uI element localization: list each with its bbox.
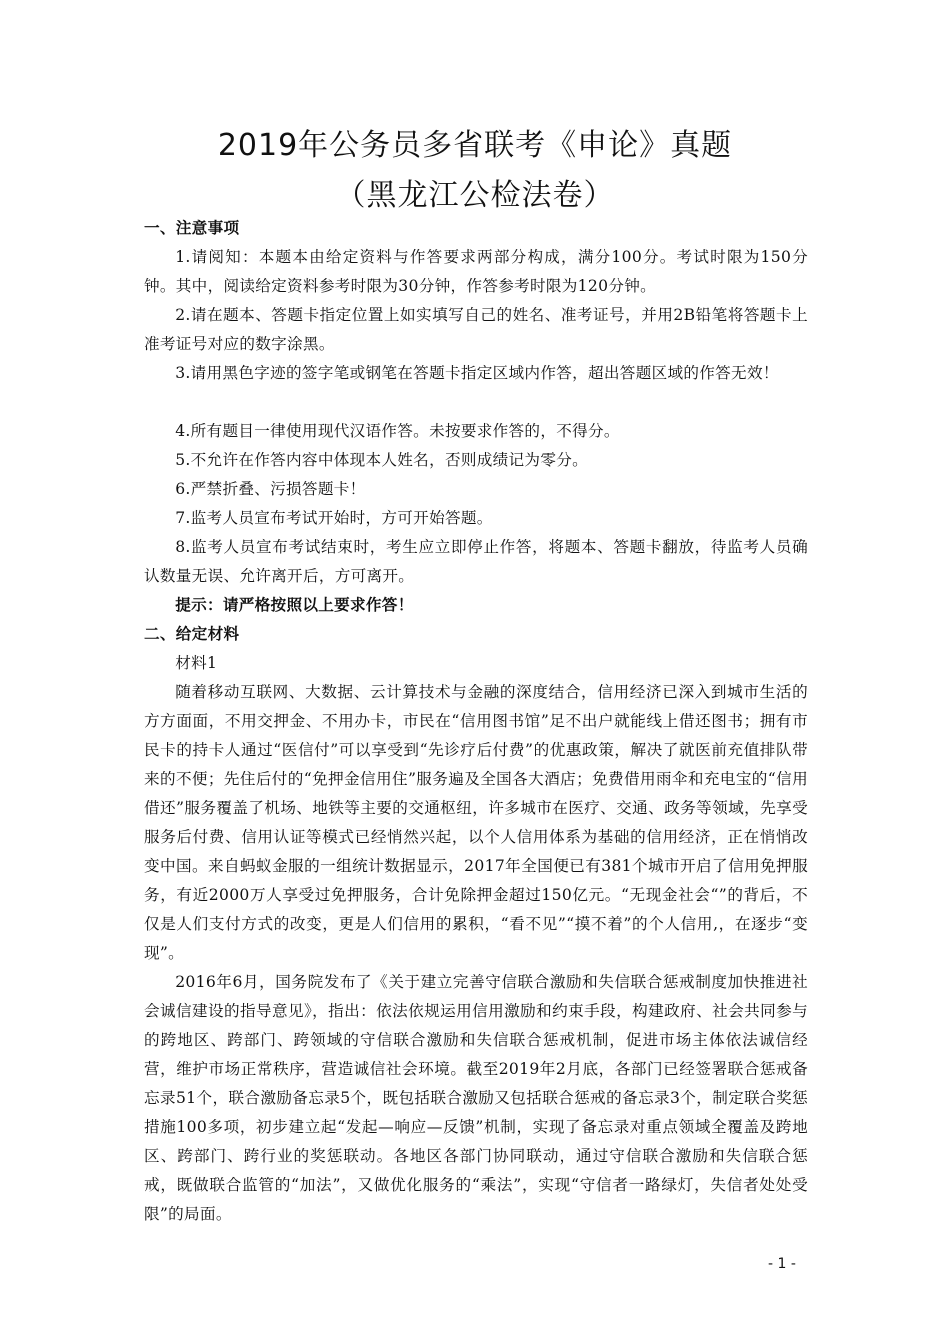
material-paragraph: 随着移动互联网、大数据、云计算技术与金融的深度结合，信用经济已深入到城市生活的方方面面，不用交押金、不用办卡，市民在“信用图书馆”足不出户就能线上借还图书；拥有市民卡的持卡人通过“医信付”可以享受到“先诊疗后付费”的优惠政策，解决了就医前充值排队带来的不便；先住后付的“免押金信用住”服务遍及全国各大酒店；免费借用雨伞和充电宝的“信用借还”服务覆盖了机场、地铁等主要的交通枢纽，许多城市在医疗、交通、政务等领域，先享受服务后付费、信用认证等模式已经悄然兴起，以个人信用体系为基础的信用经济，正在悄悄改变中国。来自蚂蚁金服的一组统计数据显示，2017年全国便已有381个城市开启了信用免押服务，有近2000万人享受过免押服务，合计免除押金超过150亿元。“无现金社会“”的背后，不仅是人们支付方式的改变，更是人们信用的累积，“看不见”“摸不着”的个人信用,，在逐步“变现”。 <box>144 683 808 962</box>
tip-text: 提示：请严格按照以上要求作答！ <box>175 596 414 614</box>
note-item: 6.严禁折叠、污损答题卡！ <box>175 480 366 498</box>
section-heading-materials: 二、给定材料 <box>144 625 240 643</box>
note-item: 3.请用黑色字迹的签字笔或钢笔在答题卡指定区域内作答，超出答题区域的作答无效！ <box>175 364 779 382</box>
section-heading-notes: 一、注意事项 <box>144 219 240 237</box>
note-item: 4.所有题目一律使用现代汉语作答。未按要求作答的，不得分。 <box>175 422 620 440</box>
spacer <box>144 388 808 417</box>
note-item: 7.监考人员宣布考试开始时，方可开始答题。 <box>175 509 493 527</box>
page-number: - 1 - <box>768 1256 796 1272</box>
document-subtitle: （黑龙江公检法卷） <box>335 178 615 213</box>
material-paragraph: 2016年6月，国务院发布了《关于建立完善守信联合激励和失信联合惩戒制度加快推进社会诚信建设的指导意见》，指出：依法依规运用信用激励和约束手段，构建政府、社会共同参与的跨地区、跨部门、跨领域的守信联合激励和失信联合惩戒机制，促进市场主体依法诚信经营，维护市场正常秩序，营造诚信社会环境。截至2019年2月底，各部门已经签署联合惩戒备忘录51个，联合激励备忘录5个，既包括联合激励又包括联合惩戒的备忘录3个，制定联合奖惩措施100多项，初步建立起“发起—响应—反馈”机制，实现了备忘录对重点领域全覆盖及跨地区、跨部门、跨行业的奖惩联动。各地区各部门协同联动，通过守信联合激励和失信联合惩戒，既做联合监管的“加法”，又做优化服务的“乘法”，实现“守信者一路绿灯，失信者处处受限”的局面。 <box>144 973 808 1223</box>
note-item: 1.请阅知：本题本由给定资料与作答要求两部分构成，满分100分。考试时限为150分钟。其中，阅读给定资料参考时限为30分钟，作答参考时限为120分钟。 <box>144 248 808 295</box>
document-title: 2019年公务员多省联考《申论》真题 <box>217 128 733 163</box>
document-body <box>144 214 808 1229</box>
note-item: 5.不允许在作答内容中体现本人姓名，否则成绩记为零分。 <box>175 451 589 469</box>
material-label: 材料1 <box>175 654 218 672</box>
note-item: 8.监考人员宣布考试结束时，考生应立即停止作答，将题本、答题卡翻放，待监考人员确认数量无误、允许离开后，方可离开。 <box>144 538 808 585</box>
note-item: 2.请在题本、答题卡指定位置上如实填写自己的姓名、准考证号，并用2B铅笔将答题卡上准考证号对应的数字涂黑。 <box>144 306 808 353</box>
